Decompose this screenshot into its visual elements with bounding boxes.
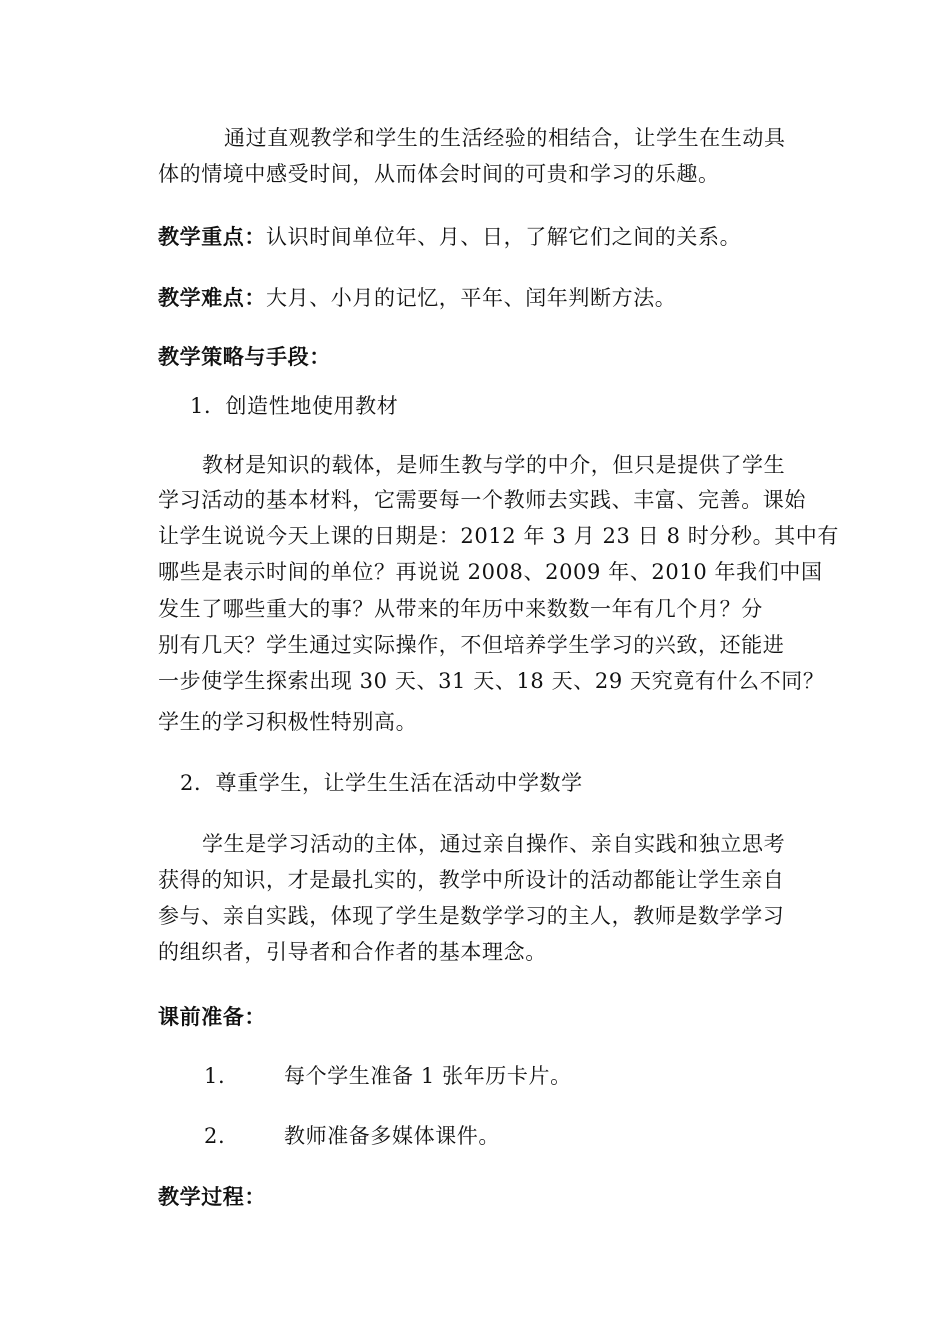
preparation-heading: 课前准备： [158,1004,266,1029]
strategy-item-1-line-6: 别有几天？学生通过实际操作，不但培养学生学习的兴致，还能进 [158,633,785,657]
intro-line-1: 通过直观教学和学生的生活经验的相结合，让学生在生动具 [224,126,786,150]
preparation-item-1-num: 1. [204,1064,226,1088]
preparation-item-2-num: 2. [204,1124,226,1148]
difficulty [158,287,676,309]
strategy-item-1-line-5: 发生了哪些重大的事？从带来的年历中来数数一年有几个月？分 [158,597,763,621]
intro-line-2: 体的情境中感受时间，从而体会时间的可贵和学习的乐趣。 [158,162,720,186]
strategy-item-1-line-4: 哪些是表示时间的单位？再说说 2008、2009 年、2010 年我们中国 [158,560,823,584]
key-point-text: 认识时间单位年、月、日，了解它们之间的关系。 [266,225,742,249]
key-point-label: 教学重点： [158,224,266,249]
strategy-item-1-line-8: 学生的学习积极性特别高。 [158,710,418,734]
difficulty-text: 大月、小月的记忆，平年、闰年判断方法。 [266,286,677,310]
preparation-item-1-text: 每个学生准备 1 张年历卡片。 [284,1064,572,1088]
strategy-item-1-line-2: 学习活动的基本材料，它需要每一个教师去实践、丰富、完善。课始 [158,488,806,512]
strategy-item-1-line-7: 一步使学生探索出现 30 天、31 天、18 天、29 天究竟有什么不同？ [158,669,825,693]
strategy-item-2-line-3: 参与、亲自实践，体现了学生是数学学习的主人，教师是数学学习 [158,904,785,928]
strategy-heading: 教学策略与手段： [158,344,331,369]
difficulty-label: 教学难点： [158,285,266,310]
strategy-item-1-title: 1．创造性地使用教材 [190,394,399,418]
strategy-item-2-line-4: 的组织者，引导者和合作者的基本理念。 [158,940,547,964]
strategy-item-2-title: 2．尊重学生，让学生生活在活动中学数学 [180,771,583,795]
strategy-item-2-line-2: 获得的知识，才是最扎实的，教学中所设计的活动都能让学生亲自 [158,868,785,892]
strategy-item-2-line-1: 学生是学习活动的主体，通过亲自操作、亲自实践和独立思考 [202,832,786,856]
strategy-item-1-line-3: 让学生说说今天上课的日期是：2012 年 3 月 23 日 8 时分秒。其中有 [158,524,840,548]
process-heading: 教学过程： [158,1184,266,1209]
preparation-item-2-text: 教师准备多媒体课件。 [284,1124,500,1148]
key-point [158,226,741,248]
strategy-item-1-line-1: 教材是知识的载体，是师生教与学的中介，但只是提供了学生 [202,453,786,477]
